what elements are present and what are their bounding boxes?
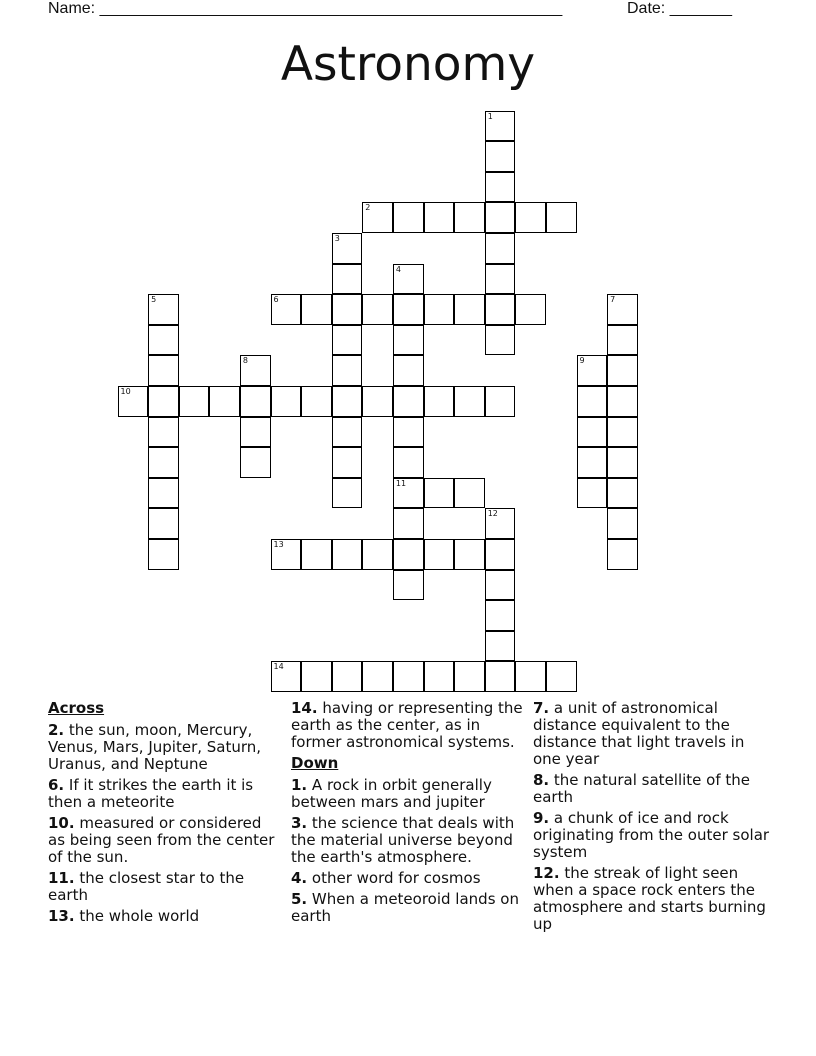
clue-across-10: 10. measured or considered as being seen from the center of the sun. — [48, 814, 275, 866]
clue-across-13: 13. the whole world — [48, 907, 200, 925]
cell-number: 5 — [151, 295, 157, 305]
grid-cell[interactable] — [362, 202, 393, 233]
grid-cell[interactable] — [332, 386, 363, 417]
grid-cell[interactable] — [485, 570, 516, 601]
grid-cell[interactable] — [577, 386, 608, 417]
cell-number: 3 — [334, 233, 340, 243]
grid-cell[interactable] — [148, 325, 179, 356]
grid-cell[interactable] — [485, 294, 516, 325]
grid-cell[interactable] — [393, 386, 424, 417]
grid-cell[interactable] — [424, 386, 455, 417]
grid-cell[interactable] — [393, 447, 424, 478]
grid-cell[interactable] — [271, 294, 302, 325]
grid-cell[interactable] — [148, 539, 179, 570]
grid-cell[interactable] — [607, 508, 638, 539]
clue-down-5: 5. When a meteoroid lands on earth — [291, 890, 519, 925]
grid-cell[interactable] — [393, 478, 424, 509]
grid-cell[interactable] — [393, 294, 424, 325]
grid-cell[interactable] — [577, 417, 608, 448]
clue-across-6: 6. If it strikes the earth it is then a meteorite — [48, 776, 254, 811]
grid-cell[interactable] — [607, 478, 638, 509]
grid-cell[interactable] — [332, 661, 363, 692]
clue-across-14: 14. having or representing the earth as the center, as in former astronomical systems. — [291, 699, 523, 751]
grid-cell[interactable] — [332, 539, 363, 570]
grid-cell[interactable] — [332, 294, 363, 325]
grid-cell[interactable] — [546, 202, 577, 233]
grid-cell[interactable] — [240, 447, 271, 478]
grid-cell[interactable] — [362, 294, 393, 325]
grid-cell[interactable] — [301, 661, 332, 692]
grid-cell[interactable] — [485, 111, 516, 142]
grid-cell[interactable] — [332, 417, 363, 448]
grid-cell[interactable] — [485, 661, 516, 692]
grid-cell[interactable] — [485, 539, 516, 570]
clue-down-7: 7. a unit of astronomical distance equivalent to the distance that light travels in one year — [533, 699, 745, 768]
clue-down-1: 1. A rock in orbit generally between mars and jupiter — [291, 776, 492, 811]
clue-down-9: 9. a chunk of ice and rock originating from the outer solar system — [533, 809, 770, 861]
grid-cell[interactable] — [424, 478, 455, 509]
grid-cell[interactable] — [148, 508, 179, 539]
clue-column-2 — [291, 700, 527, 929]
grid-cell[interactable] — [393, 264, 424, 295]
grid-cell[interactable] — [271, 386, 302, 417]
grid-cell[interactable] — [393, 355, 424, 386]
grid-cell[interactable] — [607, 294, 638, 325]
grid-cell[interactable] — [454, 661, 485, 692]
grid-cell[interactable] — [301, 294, 332, 325]
grid-cell[interactable] — [393, 417, 424, 448]
cell-number: 6 — [273, 295, 279, 305]
grid-cell[interactable] — [515, 661, 546, 692]
grid-cell[interactable] — [393, 539, 424, 570]
grid-cell[interactable] — [485, 631, 516, 662]
name-field-label[interactable]: Name: ____________________________________________________ — [48, 0, 563, 17]
clue-across-2: 2. the sun, moon, Mercury, Venus, Mars, Jupiter, Saturn, Uranus, and Neptune — [48, 721, 262, 773]
grid-cell[interactable] — [454, 478, 485, 509]
grid-cell[interactable] — [301, 539, 332, 570]
grid-cell[interactable] — [485, 325, 516, 356]
grid-cell[interactable] — [393, 570, 424, 601]
grid-cell[interactable] — [209, 386, 240, 417]
grid-cell[interactable] — [454, 202, 485, 233]
grid-cell[interactable] — [485, 600, 516, 631]
grid-cell[interactable] — [332, 264, 363, 295]
grid-cell[interactable] — [118, 386, 149, 417]
grid-cell[interactable] — [607, 417, 638, 448]
cell-number: 4 — [395, 264, 401, 274]
grid-cell[interactable] — [485, 141, 516, 172]
grid-cell[interactable] — [424, 202, 455, 233]
grid-cell[interactable] — [393, 202, 424, 233]
grid-cell[interactable] — [332, 233, 363, 264]
cell-number: 12 — [487, 509, 498, 519]
grid-cell[interactable] — [240, 355, 271, 386]
grid-cell[interactable] — [148, 447, 179, 478]
clue-down-3: 3. the science that deals with the material universe beyond the earth's atmosphere. — [291, 814, 515, 866]
grid-cell[interactable] — [515, 294, 546, 325]
grid-cell[interactable] — [362, 661, 393, 692]
grid-cell[interactable] — [485, 233, 516, 264]
grid-cell[interactable] — [607, 386, 638, 417]
cell-number: 13 — [273, 539, 284, 549]
grid-cell[interactable] — [148, 294, 179, 325]
cell-number: 7 — [610, 295, 616, 305]
grid-cell[interactable] — [485, 172, 516, 203]
puzzle-title: Astronomy — [280, 37, 536, 92]
across-heading: Across — [48, 699, 105, 717]
grid-cell[interactable] — [393, 325, 424, 356]
clue-down-4: 4. other word for cosmos — [291, 869, 481, 887]
grid-cell[interactable] — [332, 355, 363, 386]
grid-cell[interactable] — [454, 294, 485, 325]
grid-cell[interactable] — [577, 447, 608, 478]
grid-cell[interactable] — [148, 355, 179, 386]
grid-cell[interactable] — [362, 386, 393, 417]
cell-number: 10 — [120, 386, 131, 396]
grid-cell[interactable] — [148, 417, 179, 448]
grid-cell[interactable] — [332, 478, 363, 509]
grid-cell[interactable] — [271, 661, 302, 692]
grid-cell[interactable] — [454, 386, 485, 417]
clue-down-12: 12. the streak of light seen when a space rock enters the atmosphere and starts burning up — [533, 864, 766, 933]
grid-cell[interactable] — [485, 508, 516, 539]
grid-cell[interactable] — [424, 294, 455, 325]
grid-cell[interactable] — [301, 386, 332, 417]
grid-cell[interactable] — [577, 355, 608, 386]
cell-number: 1 — [487, 111, 493, 121]
grid-cell[interactable] — [515, 202, 546, 233]
grid-cell[interactable] — [271, 539, 302, 570]
grid-cell[interactable] — [393, 661, 424, 692]
grid-cell[interactable] — [332, 447, 363, 478]
down-heading: Down — [291, 754, 339, 772]
grid-cell[interactable] — [424, 661, 455, 692]
grid-cell[interactable] — [607, 447, 638, 478]
date-field-label[interactable]: Date: _______ — [627, 0, 732, 17]
grid-cell[interactable] — [240, 417, 271, 448]
grid-cell[interactable] — [485, 386, 516, 417]
grid-cell[interactable] — [362, 539, 393, 570]
clue-across-11: 11. the closest star to the earth — [48, 869, 245, 904]
cell-number: 9 — [579, 356, 585, 366]
grid-cell[interactable] — [454, 539, 485, 570]
grid-cell[interactable] — [607, 325, 638, 356]
cell-number: 8 — [242, 356, 248, 366]
grid-cell[interactable] — [240, 386, 271, 417]
grid-cell[interactable] — [393, 508, 424, 539]
grid-cell[interactable] — [148, 478, 179, 509]
grid-cell[interactable] — [179, 386, 210, 417]
clue-column-1 — [48, 700, 278, 929]
grid-cell[interactable] — [424, 539, 455, 570]
grid-cell[interactable] — [577, 478, 608, 509]
grid-cell[interactable] — [485, 202, 516, 233]
grid-cell[interactable] — [332, 325, 363, 356]
clue-column-3 — [533, 700, 773, 937]
clue-down-8: 8. the natural satellite of the earth — [533, 771, 751, 806]
cell-number: 14 — [273, 662, 284, 672]
grid-cell[interactable] — [607, 539, 638, 570]
grid-cell[interactable] — [607, 355, 638, 386]
grid-cell[interactable] — [485, 264, 516, 295]
cell-number: 2 — [365, 203, 371, 213]
grid-cell[interactable] — [546, 661, 577, 692]
cell-number: 11 — [395, 478, 407, 488]
grid-cell[interactable] — [148, 386, 179, 417]
